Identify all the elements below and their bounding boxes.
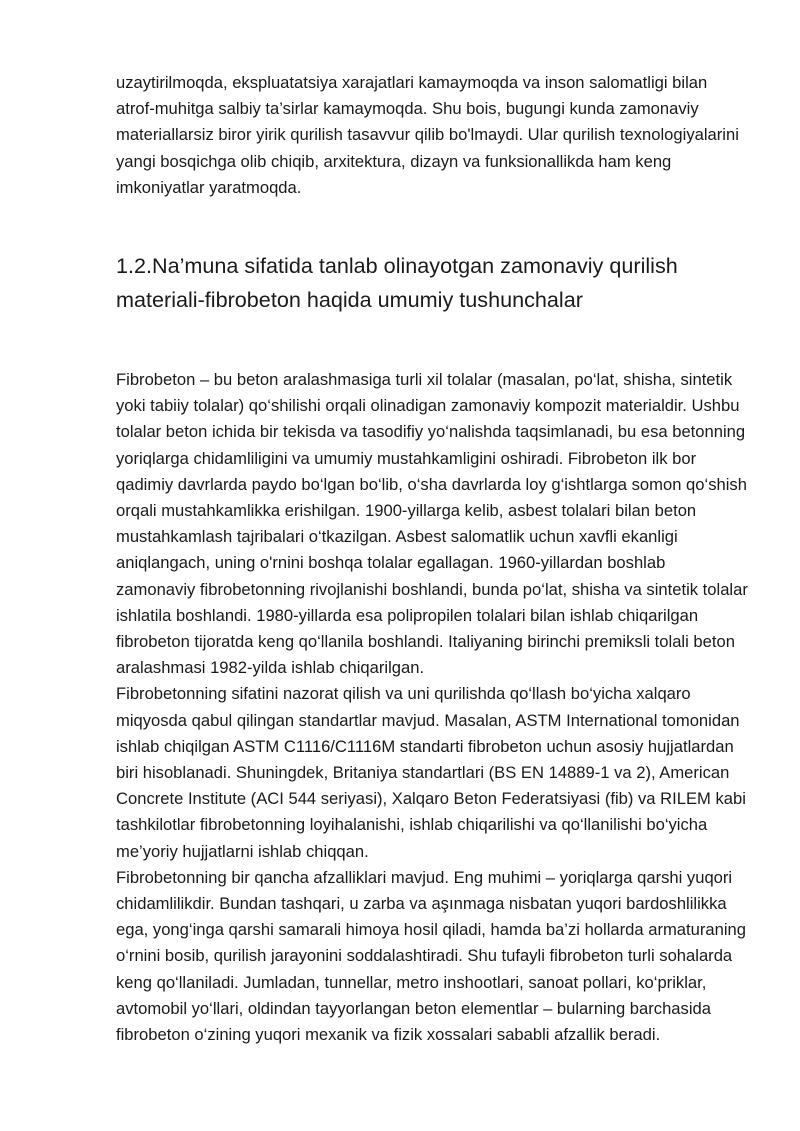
intro-paragraph: uzaytirilmoqda, ekspluatatsiya xarajatlari kamaymoqda va inson salomatligi bilan atrof-muhitga salbiy ta’sirlar kamaymoqda. Shu bois, bugungi kunda zamonaviy materiallarsiz biror yirik qurilish tasavvur qilib bo'lmaydi. Ular qurilish texnologiyalarini yangi bosqichga olib chiqib, arxitektura, dizayn va funksionallikda ham keng imkoniyatlar yaratmoqda. bbox=[116, 73, 739, 197]
document-body bbox=[116, 70, 748, 1048]
paragraph-standards: Fibrobetonning sifatini nazorat qilish va uni qurilishda qo‘llash bo‘yicha xalqaro miqyosda qabul qilingan standartlar mavjud. Masalan, ASTM International tomonidan ishlab chiqilgan ASTM C1116/C1116M standarti fibrobeton uchun asosiy hujjatlardan biri hisoblanadi. Shuningdek, Britaniya standartlari (BS EN 14889-1 va 2), American Concrete Institute (ACI 544 seriyasi), Xalqaro Beton Federatsiyasi (fib) va RILEM kabi tashkilotlar fibrobetonning loyihalanishi, ishlab chiqarilishi va qo‘llanilishi bo‘yicha me’yoriy hujjatlarni ishlab chiqqan. bbox=[116, 684, 746, 861]
paragraph-history: Fibrobeton – bu beton aralashmasiga turli xil tolalar (masalan, po‘lat, shisha, sintetik yoki tabiiy tolalar) qo‘shilishi orqali olinadigan zamonaviy kompozit materialdir. Ushbu tolalar beton ichida bir tekisda va tasodifiy yo‘nalishda taqsimlanadi, bu esa betonning yoriqlarga chidamliligini va umumiy mustahkamligini oshiradi. Fibrobeton ilk bor qadimiy davrlarda paydo bo‘lgan bo‘lib, o‘sha davrlarda loy g‘ishtlarga somon qo‘shish orqali mustahkamlikka erishilgan. 1900-yillarga kelib, asbest tolalari bilan beton mustahkamlash tajribalari o‘tkazilgan. Asbest salomatlik uchun xavfli ekanligi aniqlangach, uning o'rnini boshqa tolalar egallagan. 1960-yillardan boshlab zamonaviy fibrobetonning rivojlanishi boshlandi, bunda po‘lat, shisha va sintetik tolalar ishlatila boshlandi. 1980-yillarda esa polipropilen tolalari bilan ishlab chiqarilgan fibrobeton tijoratda keng qo‘llanila boshlandi. Italiyaning birinchi premiksli tolali beton aralashmasi 1982-yilda ishlab chiqarilgan. bbox=[116, 370, 748, 678]
section-heading: 1.2.Na’muna sifatida tanlab olinayotgan zamonaviy qurilish materiali-fibrobeton haqida umumiy tushunchalar bbox=[116, 253, 678, 313]
paragraph-advantages: Fibrobetonning bir qancha afzalliklari mavjud. Eng muhimi – yoriqlarga qarshi yuqori chidamlilikdir. Bundan tashqari, u zarba va aşınmaga nisbatan yuqori bardoshlilikka ega, yong‘inga qarshi samarali himoya hosil qiladi, hamda ba’zi hollarda armaturaning o‘rnini bosib, qurilish jarayonini soddalashtiradi. Shu tufayli fibrobeton turli sohalarda keng qo‘llaniladi. Jumladan, tunnellar, metro inshootlari, sanoat pollari, ko‘priklar, avtomobil yo‘llari, oldindan tayyorlangan beton elementlar – bularning barchasida fibrobeton o‘zining yuqori mexanik va fizik xossalari sababli afzallik beradi. bbox=[116, 867, 746, 1045]
